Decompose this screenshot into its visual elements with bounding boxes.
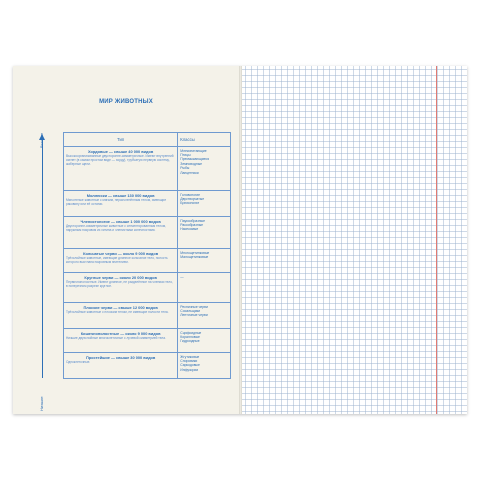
- table-row: [64, 353, 231, 379]
- axis-label-bottom: Низшие: [39, 396, 44, 411]
- class-name: Малощетинковые: [180, 254, 209, 259]
- cover-inner-page: [13, 66, 239, 414]
- column-header-type: Тип: [64, 133, 178, 147]
- class-name: Ленточные черви: [180, 313, 208, 318]
- table-row: [64, 249, 231, 273]
- class-name: Брюхоногие: [180, 201, 200, 206]
- class-name: Паукообразные: [180, 218, 205, 223]
- class-name: Ланцетники: [180, 170, 199, 175]
- class-name: Гидроидные: [180, 339, 200, 344]
- class-name: Насекомые: [180, 227, 199, 232]
- axis-line: [42, 138, 43, 378]
- class-name: Ресничные черви: [180, 304, 208, 309]
- class-name: Земноводные: [180, 161, 203, 166]
- column-header-classes: Классы: [178, 133, 231, 147]
- phylum-description: Одноклеточные.: [66, 359, 91, 364]
- phylum-title: Плоские черви — свыше 12 000 видов: [83, 304, 158, 310]
- notebook-spread: [13, 66, 467, 414]
- phylum-title: Простейшие — свыше 30 000 видов: [85, 354, 156, 360]
- class-name: Многощетинковые: [180, 250, 210, 255]
- table-row: [64, 329, 231, 353]
- class-name: Головоногие: [180, 192, 201, 197]
- phylum-description: Первичнополостные. Имеют длинное, не разделённое на членики тело, в поперечном разрезе круглое.: [66, 279, 173, 288]
- grid-page: [242, 66, 467, 414]
- class-name: Жгутиковые: [180, 354, 200, 359]
- margin-line: [436, 66, 437, 414]
- table-row: [64, 147, 231, 191]
- class-name: Птицы: [180, 152, 191, 157]
- table-row: [64, 273, 231, 303]
- class-name: Саркодовые: [180, 363, 200, 368]
- phylum-description: Трёхслойные животные с плоским телом, не имеющие полости тела.: [66, 309, 169, 314]
- class-name: Ракообразные: [180, 222, 204, 227]
- phylum-description: Двусторонне-симметричные животные с сегментированным телом, наружным покровом из хитина и членистыми конечностями.: [66, 223, 166, 232]
- table-row: [64, 303, 231, 329]
- phylum-description: Мягкотелые животные с мягким, нерасчленённым телом, имеющие раковину или её остатки.: [66, 197, 167, 206]
- class-name: Инфузории: [180, 367, 199, 372]
- phylum-description: Низшие двухслойные многоклеточные с лучевой симметрией тела.: [66, 335, 166, 340]
- phylum-title: Кишечнополостные — около 9 000 видов: [80, 330, 161, 336]
- page-title: МИР ЖИВОТНЫХ: [99, 99, 153, 105]
- phylum-description: Высокоорганизованные двусторонне-симметричные. Имеют внутренний скелет (в самом простом виде — хорду), трубчатую нервную систему, жаберные щели.: [66, 153, 174, 166]
- class-name: Сцифоидные: [180, 330, 202, 335]
- phylum-title: Кольчатые черви — около 9 000 видов: [83, 250, 159, 256]
- evolution-axis: [37, 128, 49, 411]
- phylum-description: Трёхслойные животные, имеющие длинное кольчатое тело, полость которого выстлана покровным эпителием.: [66, 255, 168, 264]
- phylum-title: Хордовые — свыше 40 000 видов: [87, 148, 154, 154]
- phylum-title: Моллюски — свыше 130 000 видов: [86, 192, 155, 198]
- phylum-title: Круглые черви — около 20 000 видов: [84, 274, 157, 280]
- class-name: —: [180, 274, 184, 279]
- class-name: Пресмыкающиеся: [180, 157, 210, 162]
- table-row: [64, 191, 231, 217]
- class-name: Млекопитающие: [180, 148, 207, 153]
- animal-classification-table: [63, 132, 231, 379]
- class-name: Рыбы: [180, 166, 190, 171]
- phylum-title: Членистоногие — свыше 1 000 000 видов: [80, 218, 161, 224]
- class-name: Споровики: [180, 358, 198, 363]
- class-name: Двустворчатые: [180, 196, 205, 201]
- class-name: Коралловые: [180, 334, 200, 339]
- axis-label-top: Высшие: [39, 132, 44, 148]
- class-name: Сосальщики: [180, 308, 201, 313]
- table-row: [64, 217, 231, 249]
